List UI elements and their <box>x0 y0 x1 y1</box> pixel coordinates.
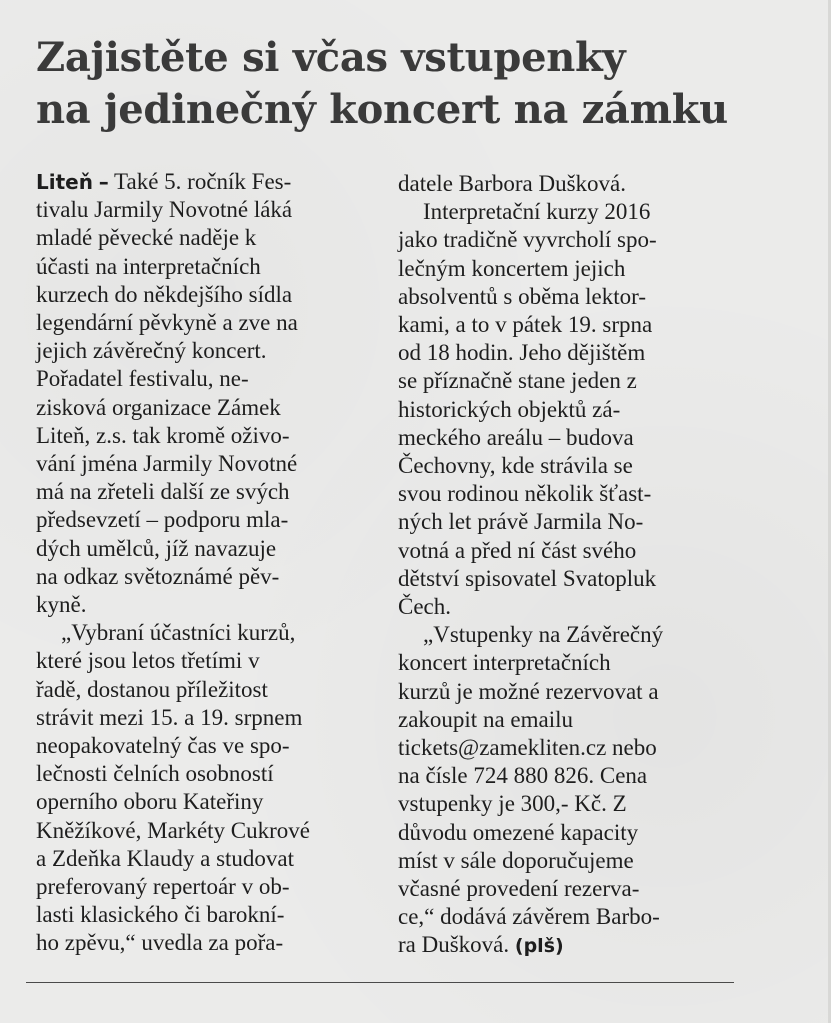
text-line: neopakovatelný čas ve spo- <box>36 733 290 759</box>
text-line: meckého areálu – budova <box>398 424 634 450</box>
text-line <box>36 168 386 196</box>
text-line: kurzů je možné rezervovat a <box>398 678 659 704</box>
text-line: historických objektů zá- <box>398 396 621 422</box>
bottom-rule <box>26 982 734 983</box>
text-line-content: Také 5. ročník Fes- <box>108 169 292 194</box>
text-line: ných let právě Jarmila No- <box>398 509 644 535</box>
article-column-left <box>36 168 386 958</box>
text-line: na odkaz světoznámé pěv- <box>36 563 280 589</box>
text-line: dětství spisovatel Svatopluk <box>398 565 657 591</box>
author-byline: (plš) <box>514 935 564 958</box>
text-line: které jsou letos třetími v <box>36 648 260 674</box>
text-line: jejich závěrečný koncert. <box>36 338 267 364</box>
text-line: jako tradičně vyvrcholí spo- <box>398 227 657 253</box>
text-line: Čechovny, kde strávila se <box>398 453 633 479</box>
dateline-dash: – <box>98 170 109 194</box>
text-line: důvodu omezené kapacity <box>398 819 639 845</box>
text-line: se příznačně stane jeden z <box>398 368 637 394</box>
text-line: operního oboru Kateřiny <box>36 789 264 815</box>
text-line-content: ra Dušková. <box>398 932 510 958</box>
headline-line-2: na jedinečný koncert na zámku <box>36 86 728 133</box>
text-line: kami, a to v pátek 19. srpna <box>398 312 653 338</box>
text-line: „Vybraní účastníci kurzů, <box>61 620 296 646</box>
text-line: Pořadatel festivalu, ne- <box>36 366 249 392</box>
text-line: Kněžíkové, Markéty Cukrové <box>36 817 311 843</box>
text-line: a Zdeňka Klaudy a studovat <box>36 845 295 871</box>
text-line: strávit mezi 15. a 19. srpnem <box>36 704 303 730</box>
text-line: Liteň, z.s. tak kromě oživo- <box>36 422 290 448</box>
text-line: legendární pěvkyně a zve na <box>36 310 298 336</box>
text-line: preferovaný repertoár v ob- <box>36 874 290 900</box>
text-line: předsevzetí – podporu mla- <box>36 507 289 533</box>
text-line: lečným koncertem jejich <box>398 255 626 281</box>
text-line: ho zpěvu,“ uvedla za pořa- <box>36 930 284 956</box>
article-column-right <box>398 170 743 961</box>
text-line: vstupenky je 300,- Kč. Z <box>398 791 627 817</box>
text-line: votná a před ní část svého <box>398 537 637 563</box>
text-line: datele Barbora Dušková. <box>398 171 627 196</box>
text-line: zakoupit na emailu <box>398 706 573 732</box>
text-line: ce,“ dodává závěrem Barbo- <box>398 904 660 930</box>
text-line: mladé pěvecké naděje k <box>36 225 257 251</box>
text-line: lasti klasického či barokní- <box>36 902 285 928</box>
text-line: „Vstupenky na Závěrečný <box>423 622 664 648</box>
text-line: koncert interpretačních <box>398 650 611 676</box>
text-line: absolventů s oběma lektor- <box>398 283 647 309</box>
text-line: včasné provedení rezerva- <box>398 876 640 902</box>
email-line: tickets@zamekliten.cz nebo <box>398 735 657 761</box>
text-line: dých umělců, jíž navazuje <box>36 535 277 561</box>
article-headline <box>36 32 806 136</box>
text-line: od 18 hodin. Jeho dějištěm <box>398 340 646 366</box>
text-line: řadě, dostanou příležitost <box>36 676 268 702</box>
text-line: zisková organizace Zámek <box>36 394 281 420</box>
dateline: Liteň <box>36 170 93 194</box>
text-line: má na zřeteli další ze svých <box>36 479 290 505</box>
headline-line-1: Zajistěte si včas vstupenky <box>36 34 626 81</box>
text-line: Interpretační kurzy 2016 <box>423 199 651 225</box>
text-line: na čísle 724 880 826. Cena <box>398 763 648 789</box>
text-line: účasti na interpretačních <box>36 253 261 279</box>
text-line <box>398 931 743 960</box>
text-line: tivalu Jarmily Novotné láká <box>36 197 293 223</box>
text-line: svou rodinou několik šťast- <box>398 481 652 507</box>
text-line: Čech. <box>398 594 452 620</box>
text-line: kyně. <box>36 592 87 618</box>
text-line: vání jména Jarmily Novotné <box>36 451 298 477</box>
text-line: lečnosti čelních osobností <box>36 761 274 787</box>
text-line: kurzech do někdejšího sídla <box>36 281 293 307</box>
text-line: míst v sále doporučujeme <box>398 847 634 873</box>
